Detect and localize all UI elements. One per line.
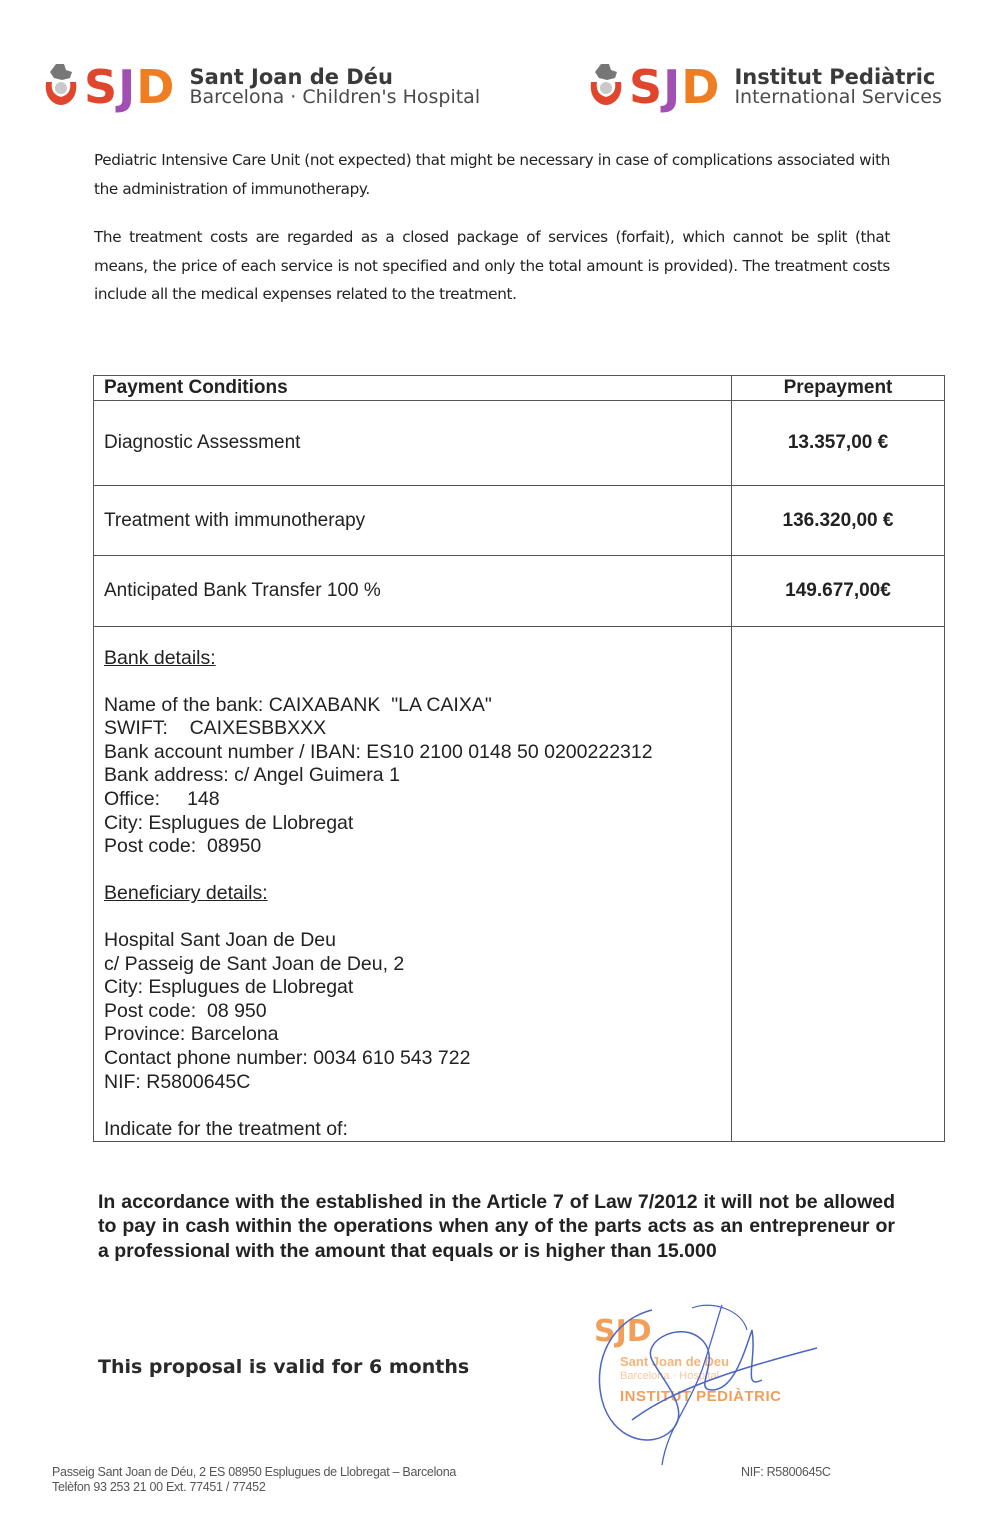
stamp-line-1: Sant Joan de Deu (620, 1354, 730, 1369)
intro-paragraph-forfait: The treatment costs are regarded as a closed package of services (forfait), which cannot be split (that means, the price of each service is not specified and only the total amount is provided). The treatment costs include all the medical expenses related to the treatment. (94, 228, 890, 303)
indicate-treatment-label: Indicate for the treatment of: (104, 1117, 348, 1140)
row-amount: 136.320,00 € (732, 486, 945, 556)
logo-title: Institut Pediàtric (734, 65, 936, 89)
beneficiary-nif: NIF: R5800645C (104, 1070, 251, 1093)
footer-address-line-1: Passeig Sant Joan de Déu, 2 ES 08950 Esplugues de Llobregat – Barcelona (52, 1465, 456, 1479)
row-label: Treatment with immunotherapy (94, 486, 732, 556)
row-label: Diagnostic Assessment (94, 401, 732, 486)
beneficiary-street: c/ Passeig de Sant Joan de Deu, 2 (104, 952, 405, 975)
sjd-letters: SJD (629, 60, 721, 114)
sjd-emblem-icon (42, 62, 80, 112)
bank-details-row (94, 627, 945, 1142)
logo-subtitle: Barcelona · Children's Hospital (189, 86, 481, 109)
header-prepayment: Prepayment (732, 376, 945, 401)
beneficiary-post-code: Post code: 08 950 (104, 999, 267, 1022)
beneficiary-phone: Contact phone number: 0034 610 543 722 (104, 1046, 471, 1069)
bank-swift: SWIFT: CAIXESBBXXX (104, 717, 327, 740)
row-amount: 149.677,00€ (732, 556, 945, 627)
sjd-childrens-hospital-logo (42, 52, 480, 122)
footer-address (52, 1465, 456, 1495)
bank-iban: Bank account number / IBAN: ES10 2100 0148 50 0200222312 (104, 740, 653, 763)
payment-conditions-table (93, 375, 945, 1142)
cash-payment-legal-note: In accordance with the established in the Article 7 of Law 7/2012 it will not be allowed to pay in cash within the operations when any of the parts acts as an entrepreneur or a professional with the amount that equals or is higher than 15.000 (98, 1191, 895, 1262)
table-row (94, 486, 945, 556)
bank-city: City: Esplugues de Llobregat (104, 811, 354, 834)
logo-text (189, 66, 480, 108)
sjd-letters: SJD (84, 60, 176, 114)
beneficiary-details-heading: Beneficiary details: (104, 882, 268, 905)
table-row (94, 401, 945, 486)
proposal-validity: This proposal is valid for 6 months (98, 1356, 470, 1378)
footer-address-line-2: Telèfon 93 253 21 00 Ext. 77451 / 77452 (52, 1480, 266, 1494)
signature-icon (592, 1300, 822, 1470)
bank-details-cell (94, 627, 732, 1142)
empty-cell (732, 627, 945, 1142)
table-header-row (94, 376, 945, 401)
sjd-emblem-icon (587, 62, 625, 112)
bank-address: Bank address: c/ Angel Guimera 1 (104, 764, 400, 787)
logo-text (734, 66, 941, 108)
logo-subtitle: International Services (734, 86, 942, 109)
bank-name: Name of the bank: CAIXABANK "LA CAIXA" (104, 693, 492, 716)
sjd-institut-pediatric-logo (587, 52, 942, 122)
footer-nif: NIF: R5800645C (741, 1465, 831, 1479)
bank-office: Office: 148 (104, 787, 220, 810)
row-label: Anticipated Bank Transfer 100 % (94, 556, 732, 627)
row-amount: 13.357,00 € (732, 401, 945, 486)
bank-post-code: Post code: 08950 (104, 835, 262, 858)
header-payment-conditions: Payment Conditions (94, 376, 732, 401)
beneficiary-name: Hospital Sant Joan de Deu (104, 928, 336, 951)
stamp-line-2: Barcelona · Hospital (620, 1370, 720, 1382)
bank-details-heading: Bank details: (104, 647, 216, 669)
table-row (94, 556, 945, 627)
intro-paragraph-picu: Pediatric Intensive Care Unit (not expected) that might be necessary in case of complications associated with the administration of immunotherapy. (94, 151, 890, 198)
stamp-logo: SJD (594, 1314, 652, 1349)
beneficiary-province: Province: Barcelona (104, 1023, 279, 1046)
logo-title: Sant Joan de Déu (189, 65, 393, 89)
beneficiary-city: City: Esplugues de Llobregat (104, 976, 354, 999)
institut-pediatric-stamp (592, 1300, 822, 1470)
stamp-line-3: INSTITUT PEDIÀTRIC (620, 1388, 782, 1405)
